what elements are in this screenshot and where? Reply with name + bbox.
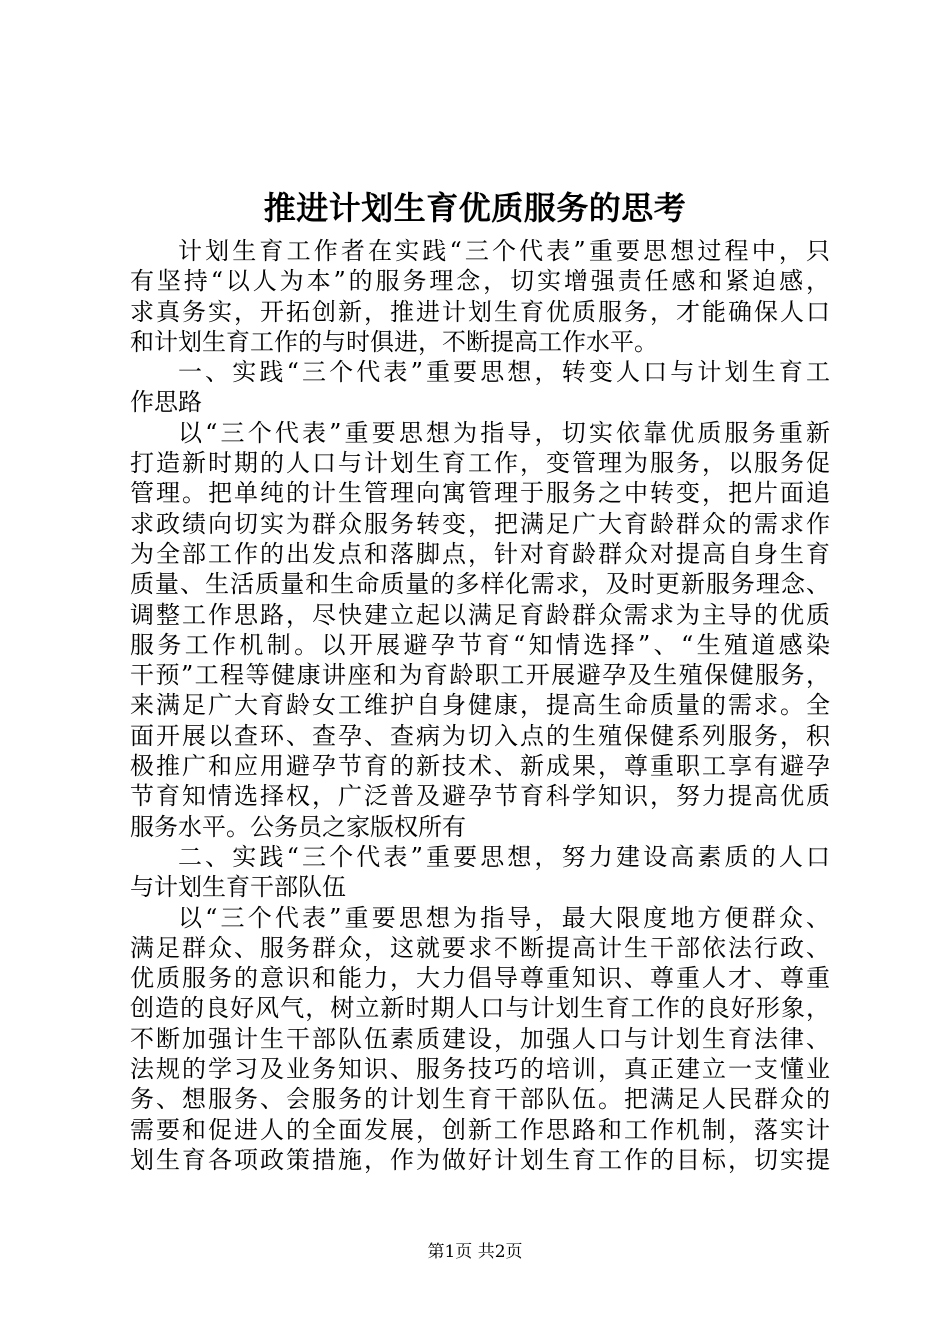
text-line: 为全部工作的出发点和落脚点，针对育龄群众对提高自身生育 xyxy=(130,539,830,568)
document-body xyxy=(130,236,830,1175)
text-line: 创造的良好风气，树立新时期人口与计划生育工作的良好形象， xyxy=(130,994,830,1023)
text-line: 打造新时期的人口与计划生育工作，变管理为服务，以服务促 xyxy=(130,449,830,478)
section-heading-line: 一、实践“三个代表”重要思想，转变人口与计划生育工 xyxy=(178,358,830,387)
text-line: 以“三个代表”重要思想为指导，切实依靠优质服务重新 xyxy=(178,418,830,447)
text-line: 调整工作思路，尽快建立起以满足育龄群众需求为主导的优质 xyxy=(130,600,830,629)
text-line: 满足群众、服务群众，这就要求不断提高计生干部依法行政、 xyxy=(130,933,830,962)
text-line: 节育知情选择权，广泛普及避孕节育科学知识，努力提高优质 xyxy=(130,782,830,811)
text-line: 求真务实，开拓创新，推进计划生育优质服务，才能确保人口 xyxy=(130,297,830,326)
text-line: 需要和促进人的全面发展，创新工作思路和工作机制，落实计 xyxy=(130,1115,830,1144)
text-line: 务、想服务、会服务的计划生育干部队伍。把满足人民群众的 xyxy=(130,1085,830,1114)
text-line: 优质服务的意识和能力，大力倡导尊重知识、尊重人才、尊重 xyxy=(130,964,830,993)
page-footer: 第1页 共2页 xyxy=(427,1242,523,1262)
text-line: 干预”工程等健康讲座和为育龄职工开展避孕及生殖保健服务， xyxy=(130,661,830,690)
text-line: 以“三个代表”重要思想为指导，最大限度地方便群众、 xyxy=(178,903,830,932)
section-heading-line: 与计划生育干部队伍 xyxy=(130,873,346,902)
text-line: 管理。把单纯的计生管理向寓管理于服务之中转变，把片面追 xyxy=(130,479,830,508)
text-line: 服务工作机制。以开展避孕节育“知情选择”、“生殖道感染 xyxy=(130,630,830,659)
text-line: 质量、生活质量和生命质量的多样化需求，及时更新服务理念、 xyxy=(130,570,830,599)
text-line: 求政绩向切实为群众服务转变，把满足广大育龄群众的需求作 xyxy=(130,509,830,538)
text-line: 法规的学习及业务知识、服务技巧的培训，真正建立一支懂业 xyxy=(130,1055,830,1084)
document-title: 推进计划生育优质服务的思考 xyxy=(263,189,687,227)
text-line: 划生育各项政策措施，作为做好计划生育工作的目标，切实提 xyxy=(130,1145,830,1174)
text-line: 计划生育工作者在实践“三个代表”重要思想过程中，只 xyxy=(178,237,830,265)
text-line: 面开展以查环、查孕、查病为切入点的生殖保健系列服务，积 xyxy=(130,721,830,750)
section-heading-line: 作思路 xyxy=(130,388,202,417)
text-line: 和计划生育工作的与时俱进，不断提高工作水平。 xyxy=(130,327,658,356)
section-heading-line: 二、实践“三个代表”重要思想，努力建设高素质的人口 xyxy=(178,842,830,871)
text-line: 服务水平。公务员之家版权所有 xyxy=(130,812,466,841)
text-line: 极推广和应用避孕节育的新技术、新成果，尊重职工享有避孕 xyxy=(130,752,830,781)
text-line: 不断加强计生干部队伍素质建设，加强人口与计划生育法律、 xyxy=(130,1024,830,1053)
text-line: 来满足广大育龄女工维护自身健康，提高生命质量的需求。全 xyxy=(130,691,830,720)
text-line: 有坚持“以人为本”的服务理念，切实增强责任感和紧迫感， xyxy=(130,267,830,296)
